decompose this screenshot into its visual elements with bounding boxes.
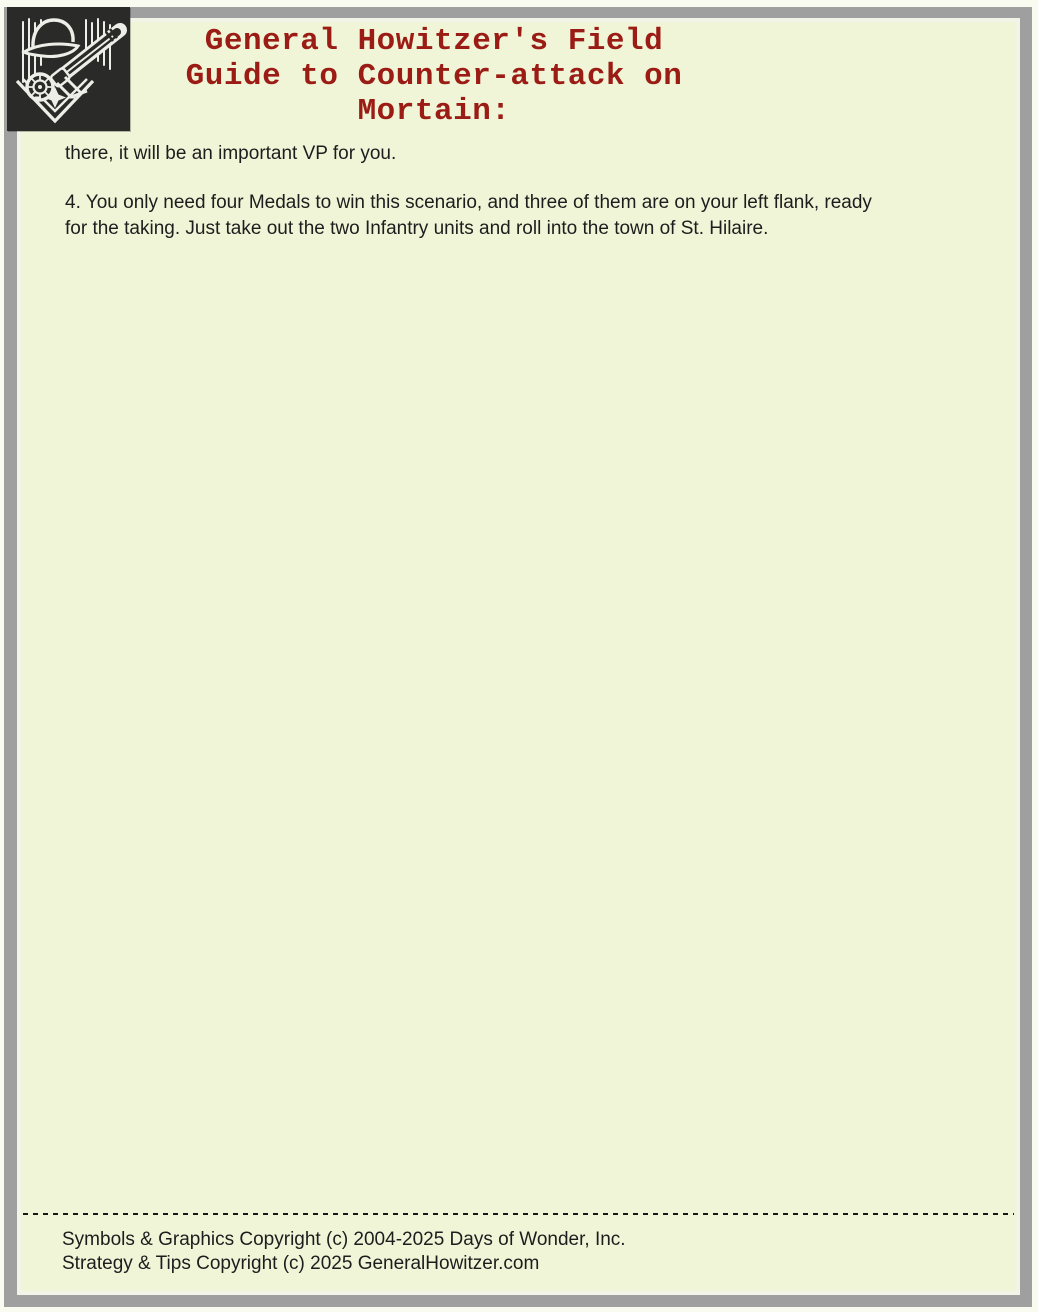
logo [7,7,130,131]
dashed-divider [23,1213,1014,1215]
footer-copyright-line-1: Symbols & Graphics Copyright (c) 2004-2025 Days of Wonder, Inc. [62,1229,626,1250]
page-title-line-2: Guide to Counter-attack on [185,59,683,94]
body-line: there, it will be an important VP for you. [65,143,397,164]
paragraph-tip-4 [65,190,1006,242]
page-title-line-1: General Howitzer's Field [204,24,664,59]
paragraph-continuation [65,141,1006,167]
page-title [134,24,734,129]
body-line: 4. You only need four Medals to win this scenario, and three of them are on your left flank, ready [65,192,872,213]
page-title-line-3: Mortain: [357,94,511,129]
body-line: for the taking. Just take out the two Infantry units and roll into the town of St. Hilaire. [65,218,769,239]
body-text [65,141,1006,242]
window-frame [4,7,1032,1307]
content-area [17,18,1020,1295]
footer-copyright-line-2: Strategy & Tips Copyright (c) 2025 GeneralHowitzer.com [62,1253,540,1274]
copyright-footer [21,1211,1016,1291]
helmet-howitzer-emblem-icon [7,7,130,131]
